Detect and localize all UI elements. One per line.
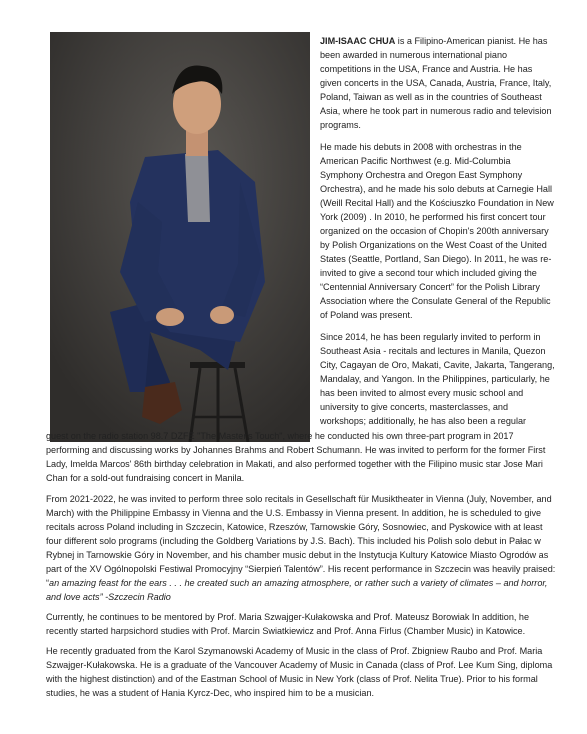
pianist-name: JIM-ISAAC CHUA (320, 36, 396, 46)
bio-column-right (320, 34, 556, 436)
bio-paragraph-mentors-block (46, 610, 558, 638)
press-quote: an amazing feast for the ears . . . he created such an amazing atmosphere, or rather such a variety of climates – and horror, and love acts (46, 578, 548, 602)
bio-vienna-text: From 2021-2022, he was invited to perform three solo recitals in Gesellschaft für Musiktheater in Vienna (July, November, and March) with the Philippine Embassy in Vienna and the U.S. Embassy in Vienna present. In addition, he is scheduled to give recitals across Poland including in Szczecin, Katowice, Rzeszów, Tarnowskie Góry, Sosnowiec, and Pyskowice with at least four different solo programs (including the Goldberg Variations by J.S. Bach). This included his Polish solo debut in Pałac w Rybnej in Tarnowskie Góry in November, and his chamber music debut in the Instytucja Kultury Katowice Miasto Ogrodów as part of the XV Ogólnopolski Festiwal Promocyjny “Sierpień Talentów”. His recent performance in Szczecin was heavily praised: “ (46, 494, 556, 588)
bio-paragraph-education-block (46, 644, 558, 700)
portrait-photo (50, 32, 310, 442)
bio-paragraph-debuts: He made his debuts in 2008 with orchestras in the American Pacific Northwest (e.g. Mid-Columbia Symphony Orchestra and Oregon East Symphony Orchestra), and he made his solo debuts at Carnegie Hall (Weill Recital Hall) and the Kościuszko Foundation in New York (2009) . In 2010, he performed his first concert tour organized on the occasion of Chopin's 200th anniversary by Polish Organizations on the West Coast of the United States (Seattle, Portland, San Diego). In 2011, he was re-invited to give a second tour which included giving the “Centennial Anniversary Concert” for the Polish Library Association where the Consulate General of the Republic of Poland was present. (320, 142, 554, 320)
bio-intro-text: is a Filipino-American pianist. He has been awarded in numerous international piano competitions in the USA, France and Austria. He has given concerts in the USA, Canada, Austria, France, Italy, Poland, Taiwan as well as in the countries of Southeast Asia, where he took part in numerous radio and television programs. (320, 36, 552, 130)
press-quote-source: ” -Szczecin Radio (99, 592, 171, 602)
bio-paragraph-asia-part2-block (46, 429, 558, 485)
pianist-portrait-illustration (50, 32, 310, 442)
bio-paragraph-education: He recently graduated from the Karol Szymanowski Academy of Music in the class of Prof. Zbigniew Raubo and Prof. Maria Szwajger-Kułakowska. He is a graduate of the Vancouver Academy of Music in Canada (class of Prof. Lee Kum Sing, diploma with the highest distinction) and of the Eastman School of Music in New York (class of Prof. Nelita True). Prior to his formal studies, he was a student of Hania Kyrcz-Dec, who inspired him to be a musician. (46, 646, 553, 698)
bio-paragraph-mentors: Currently, he continues to be mentored by Prof. Maria Szwajger-Kułakowska and Prof. Mateusz Borowiak In addition, he recently started harpsichord studies with Prof. Marcin Swiatkiewicz and Prof. Anna Firlus (Chamber Music) in Katowice. (46, 612, 530, 636)
bio-paragraph-intro (320, 34, 556, 132)
bio-paragraph-vienna (46, 492, 558, 604)
bio-paragraph-asia-part2: guest on the radio station 98.7 DZFE "The Master's Touch", where he conducted his own three-part program in 2017 performing and discussing works by Johannes Brahms and Robert Schumann. He was invited to perform for the former First Lady, Imelda Marcos' 86th birthday celebration in Makati, and also performed together with the Filipino music star Jose Mari Chan for a sold-out fundraising concert in Manila. (46, 431, 546, 483)
bio-paragraph-asia-part1: Since 2014, he has been regularly invited to perform in Southeast Asia - recitals and lectures in Manila, Quezon City, Cagayan de Oro, Makati, Cavite, Jakarta, Tangerang, Mandalay, and Yangon. In the Philippines, particularly, he has been invited to almost every music school and university to give concerts, masterclasses, and workshops; additionally, he has also been a regular (320, 332, 555, 426)
bio-paragraph-vienna-block (46, 492, 558, 604)
